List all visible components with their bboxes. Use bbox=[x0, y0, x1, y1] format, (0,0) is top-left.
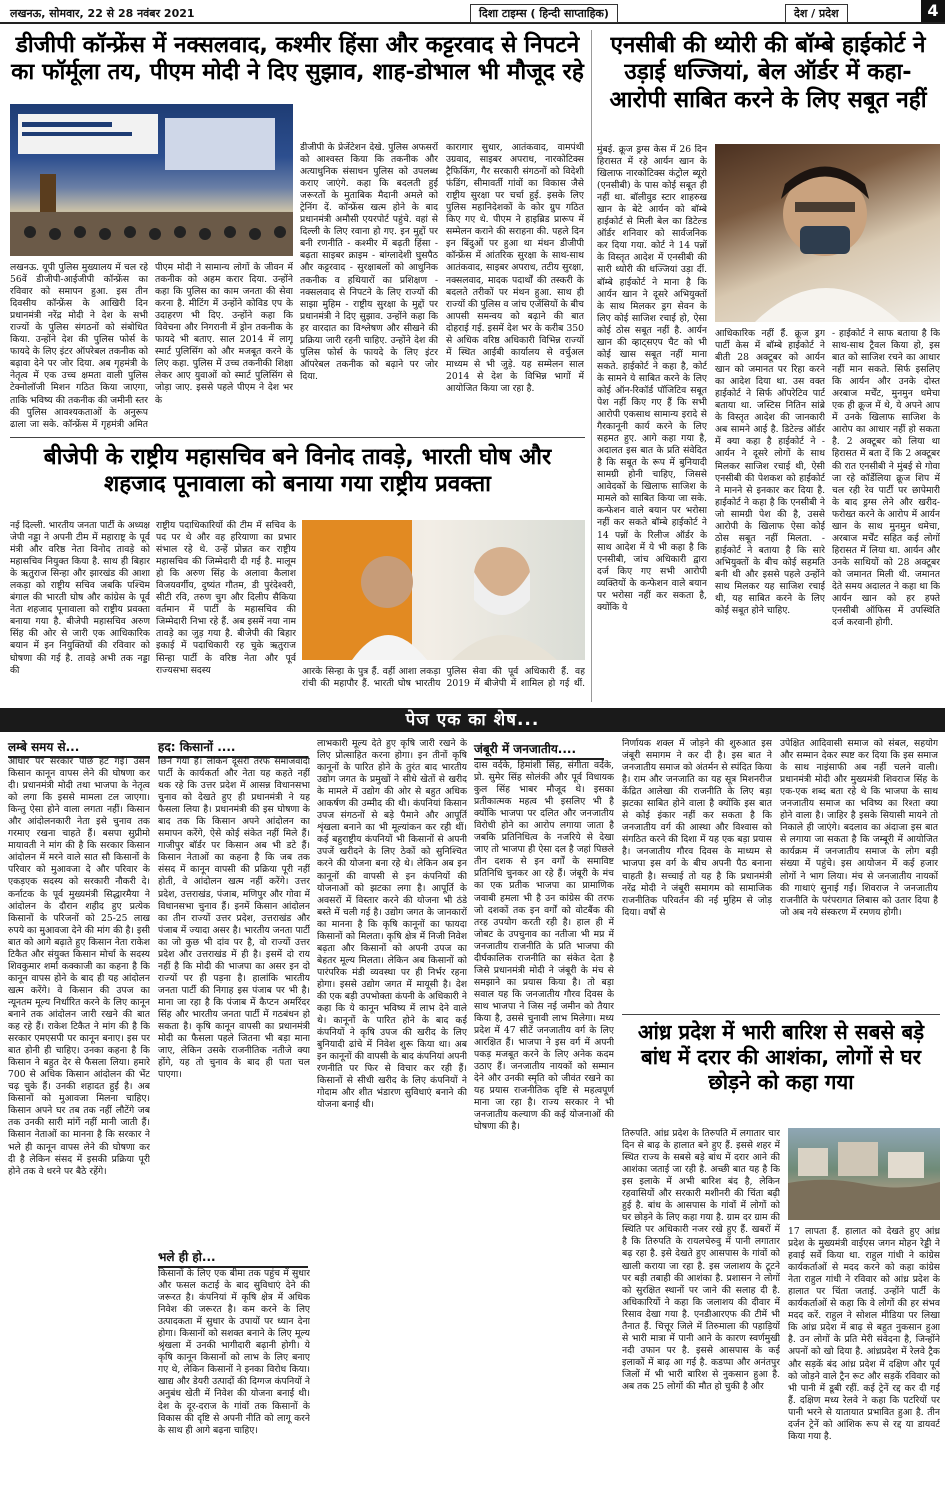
story4-col2: 17 लापता हैं. हालात को देखते हुए आंध्र प्रदेश के मुख्यमंत्री वाईएस जगन मोहन रेड्डी ने हवाई सर्वे किया था. राहुल गांधी ने कांग्रेस कार्यकर्ताओं से मदद करने को कहा कांग्रेस नेता राहुल गांधी ने रविवार को आंध्र प्रदेश के हालात पर चिंता जताई. उन्होंने पार्टी के कार्यकर्ताओं से कहा कि वे लोगों की हर संभव मदद करें. राहुल ने सोशल मीडिया पर लिखा कि आंध्र प्रदेश में बाढ़ से बहुत नुकसान हुआ है. उन लोगों के प्रति मेरी संवेदना है, जिन्होंने अपनों को खो दिया है. आंध्रप्रदेश में रेलवे ट्रैक और सड़कें बंद आंध्र प्रदेश में दक्षिण और पूर्व को जोड़ने वाले ट्रैन रूट और सड़कें रविवार को भी पानी में डूबी रहीं. कई ट्रेनें रद्द कर दी गई हैं. दक्षिण मध्य रेलवे ने कहा कि पटरियों पर पानी भरने से यातायात प्रभावित हुआ है. तीन दर्जन ट्रेनें को आंशिक रूप से रद्द या डायवर्ट किया गया है. bbox=[788, 1226, 940, 1442]
lower-col3: लाभकारी मूल्य देते हुए कृषि जारी रखने के लिए प्रोत्साहित करना होगा। इन तीनों कृषि कानूनों के पारित होने के तुरंत बाद भारतीय उद्योग जगत के प्रमुखों ने सीधे खेतों से खरीद के मामले में उद्योग की ओर से बहुत अधिक आकर्षण की उम्मीद की थी। कंपनियां किसान उपज संगठनों से बड़े पैमाने और आपूर्ति शृंखला बनाने का भी मूल्यांकन कर रही थीं। कई बहुराष्ट्रीय कंपनियों भी किसानों से अपनी उपजें खरीदने के लिए ठेकों को सुनिश्चित करने की योजना बना रहे थे। लेकिन अब इन कानूनों की वापसी से इन कंपनियों की योजनाओं को झटका लगा है। आपूर्ति के अवसरों में विस्तार करने की योजना भी ठंडे बस्ते में चली गई है। उद्योग जगत के जानकारों का मानना है कि कृषि कानूनों का फायदा किसानों को मिलता। कृषि क्षेत्र में निजी निवेश बढ़ता और किसानों को अपनी उपज का बेहतर मूल्य मिलता। लेकिन अब किसानों को पारंपरिक मंडी व्यवस्था पर ही निर्भर रहना होगा। इससे उद्योग जगत में मायूसी है। देश की एक बड़ी उपभोक्ता कंपनी के अधिकारी ने कहा कि ये कानून भविष्य में लाभ देने वाले थे। कानूनों के पारित होने के बाद कई कंपनियों ने कृषि उपज की खरीद के लिए बुनियादी ढांचे में निवेश शुरू किया था। अब इन कानूनों की वापसी के बाद कंपनियां अपनी रणनीति पर फिर से विचार कर रही हैं। किसानों से सीधी खरीद के लिए कंपनियों ने गोदाम और शीत भंडारण सुविधाएं बनाने की योजना बनाई थी। bbox=[317, 738, 467, 1111]
story2-col2: आधिकारिक नहीं हैं. क्रूज ड्रग पार्टी केस में बॉम्बे हाईकोर्ट ने बीती 28 अक्टूबर को आर्यन खान को जमानत पर रिहा करने का आदेश दिया था. उस वक्त हाईकोर्ट ने सिर्फ ऑपरेटिव पार्ट बताया था. जस्टिस नितिन सांब्रे के विस्तृत आदेश की जानकारी अब सामने आई है. डिटेल्ड ऑर्डर में क्या कहा है हाईकोर्ट ने - आर्यन ने दूसरे लोगों के साथ मिलकर साजिश रचाई थी, ऐसी एनसीबी की पेशकश को हाईकोर्ट ने मानने से इनकार कर दिया है. हाईकोर्ट ने कहा है कि एनसीबी ने जो सामग्री पेश की है, उससे आरोपी के खिलाफ ऐसा कोई ठोस सबूत नहीं मिलता. - हाईकोर्ट ने बताया है कि सारे अभियुक्तों के बीच कोई सहमति बनी थी और इससे पहले उन्होंने साथ मिलकर यह साजिश रचाई थी, यह साबित करने के लिए कोई सबूत होने चाहिए. bbox=[715, 328, 825, 617]
nadda-modi-photo bbox=[302, 520, 585, 660]
lower-col1: आधार पर सरकार पीछे हट गई। उसने किसान कानून वापस लेने की घोषणा कर दी। प्रधानमंत्री मोदी तथा भाजपा के नेतृत्व को लगा कि इससे मामला टल जाएगा। किन्तु ऐसा होने वाला लगता नहीं। किसान और आंदोलनकारी नेता इसे चुनाव तक गरमाए रखना चाहते हैं। बसपा सुप्रीमो मायावती ने मांग की है कि सरकार किसान आंदोलन में मरने वाले सात सौ किसानों के परिवार को मुआवजा दे और परिवार के एकड़एक सदस्य को सरकारी नौकरी दे। कर्नाटक के पूर्व मुख्यमंत्री सिद्धारमैया ने आंदोलन के दौरान शहीद हुए प्रत्येक किसानों के परिजनों को 25-25 लाख रुपये का मुआवजा देने की मांग की है। इसी बात को आगे बढ़ाते हुए किसान नेता राकेश टिकैत और संयुक्त किसान मोर्चा के सदस्य शिवकुमार शर्मा कक्काजी का कहना है कि कानून वापस होने के बाद ही यह आंदोलन खत्म करेंगे। वे किसान की उपज का न्यूनतम मूल्य निर्धारित करने के लिए कानून बनाने तक आंदोलन जारी रखने की बात कह रहे हैं। राकेश टिकैत ने मांग की है कि सरकार एमएसपी पर कानून बनाए। इस पर बात होनी ही चाहिए। उनका कहना है कि किसान ने बहुत देर से फैसला लिया। हमारे 700 से अधिक किसान आंदोलन की भेंट चढ़ चुके हैं। उनकी शहादत हुई है। अब किसानों को मुआवजा मिलना चाहिए। किसान अपने घर तब तक नहीं लौटेंगे जब तक उनकी सारी मांगें नहीं मानी जाती हैं। किसान नेताओं का मानना है कि सरकार ने भले ही कानून वापस लेने की घोषणा कर दी है लेकिन संसद में इसकी प्रक्रिया पूरी होने तक वे धरने पर बैठे रहेंगे। bbox=[8, 756, 150, 1177]
continuation-tag-4: जंबूरी में जनजातीय.... bbox=[474, 740, 604, 760]
continuation-tag-3: भले ही हो... bbox=[158, 1248, 308, 1268]
story4-divider bbox=[622, 1014, 940, 1015]
continued-from-page-one-banner: पेज एक का शेष... bbox=[0, 708, 945, 732]
story1-col2: पीएम मोदी ने सामान्य लोगों के जीवन में तकनीक को अहम करार दिया. उन्होंने कहा कि पुलिस का काम जनता की सेवा करना है. मीटिंग में उन्होंने कोविड एप के उदाहरण भी दिए. उन्होंने कहा कि विवेचना और निगरानी में ड्रोन तकनीक के फायदे भी बताए. साल 2014 में लागू स्मार्ट पुलिसिंग को और मजबूत करने के लिए कहा. पुलिस में उच्च तकनीकी शिक्षा लेकर आए युवाओं को स्मार्ट पुलिसिंग से जोड़ा जाए. इससे पहले पीएम ने देश भर के bbox=[155, 262, 293, 406]
story2-col3: - हाईकोर्ट ने साफ बताया है कि साथ-साथ ट्रैवल किया हो, इस बात को साजिश रचने का आधार नहीं मान सकते. सिर्फ इसलिए कि आर्यन और उनके दोस्त अरबाज मर्चेंट, मुनमुन धमेचा एक ही क्रूज में थे, ये अपने आप में उनके खिलाफ साजिश के आरोप का आधार नहीं हो सकता है. 2 अक्टूबर को लिया था हिरासत में बता दें कि 2 अक्टूबर की रात एनसीबी ने मुंबई से गोवा जा रहे कॉर्डेलिया क्रूज शिप में चल रही रेव पार्टी पर छापेमारी के बाद ड्रग्स लेने और खरीद-फरोख्त करने के आरोप में आर्यन खान के साथ मुनमुन धमेचा, अरबाज मर्चेंट सहित कई लोगों हिरासत में लिया था. आर्यन और उनके साथियों को 28 अक्टूबर को जमानत मिली थी. जमानत देते समय अदालत ने कहा था कि आर्यन खान को हर हफ्ते एनसीबी ऑफिस में उपस्थिति दर्ज करवानी होगी. bbox=[832, 328, 940, 629]
story1-col1: लखनऊ. यूपी पुलिस मुख्यालय में चल रहे 56वें डीजीपी-आईजीपी कॉन्फ्रेंस का रविवार को समापन हुआ. इस तीन दिवसीय कॉन्फ्रेंस के आखिरी दिन प्रधानमंत्री नरेंद्र मोदी ने देश के सभी राज्यों के पुलिस संगठनों को संबोधित किया. उन्होंने देश की पुलिस फोर्स के फायदे के लिए इंटर ऑपरेबल तकनीक को बढ़ावा देने पर जोर दिया. अब गृहमंत्री के नेतृत्व में एक उच्च क्षमता वाली पुलिस टेक्नोलॉजी मिशन गठित किया जाएगा, ताकि भविष्य की तकनीक की जमीनी स्तर की पुलिस आवश्यकताओं के अनुरूप ढाला जा सके. कॉन्फ्रेंस में गृहमंत्री अमित bbox=[10, 262, 148, 430]
story4-headline: आंध्र प्रदेश में भारी बारिश से सबसे बड़े बांध में दरार की आशंका, लोगों से घर छोड़ने को कहा गया bbox=[637, 1020, 925, 1094]
lower-col2: छिन गया है। लेकिन दूसरी तरफ समाजवादी पार्टी के कार्यकर्ता और नेता यह कहते नहीं थक रहे कि उत्तर प्रदेश में आसन्न विधानसभा चुनाव को देखते हुए ही प्रधानमंत्री ने यह फैसला लिया है। प्रधानमंत्री की इस घोषणा के बाद तक कि किसान अपने आंदोलन का समापन करेंगे, ऐसे कोई संकेत नहीं मिले हैं। गाजीपुर बॉर्डर पर किसान अब भी डटे हैं। किसान नेताओं का कहना है कि जब तक संसद में कानून वापसी की प्रक्रिया पूरी नहीं होती, वे आंदोलन खत्म नहीं करेंगे। उत्तर प्रदेश, उत्तराखंड, पंजाब, मणिपुर और गोवा में विधानसभा चुनाव हैं। इनमें किसान आंदोलन का तीन राज्यों उत्तर प्रदेश, उत्तराखंड और पंजाब में ज्यादा असर है। भारतीय जनता पार्टी का जो कुछ भी दांव पर है, वो राज्यों उत्तर प्रदेश और उत्तराखंड में ही है। इसमें दो राय नहीं है कि मोदी की भाजपा का असर इन दो राज्यों पर ही पड़ना है। हालांकि भारतीय जनता पार्टी की निगाह इस पंजाब पर भी है। माना जा रहा है कि पंजाब में कैप्टन अमरिंदर सिंह और भारतीय जनता पार्टी में गठबंधन हो सकता है। कृषि कानून वापसी का प्रधानमंत्री मोदी का फैसला पहले जितना भी बड़ा माना जाए, लेकिन उसके राजनीतिक नतीजे क्या होंगे, यह तो चुनाव के बाद ही पता चल पाएगा। bbox=[158, 756, 310, 1081]
continuation-tag-1: लम्बे समय से... bbox=[8, 738, 150, 758]
masthead bbox=[0, 0, 945, 24]
story3-col1: नई दिल्ली. भारतीय जनता पार्टी के अध्यक्ष जेपी नड्डा ने अपनी टीम में महाराष्ट्र के पूर्व मंत्री और वरिष्ठ नेता विनोद तावड़े को महासचिव नियुक्त किया है. साथ ही बिहार के ऋतुराज सिन्हा और झारखंड की आशा लकड़ा को राष्ट्रीय सचिव जबकि पश्चिम बंगाल की भारती घोष और कांग्रेस के पूर्व नेता शहजाद पूनावाला को राष्ट्रीय प्रवक्ता बनाया गया है. बीजेपी महासचिव अरुण सिंह की ओर से जारी एक आधिकारिक बयान में इन नियुक्तियों की रविवार को घोषणा की गई है. तावड़े अभी तक नड्डा की bbox=[10, 520, 150, 676]
lower-col5: निर्णायक शक्ल में जोड़ने की शुरुआत इस जंबूरी समागम ने कर दी है। इस बात ने जनजातीय समाज को अंतर्मन से स्पंदित किया है। राम और जनजाति का यह सूत्र मिशनरीज केंद्रित आलेखा की राजनीति के लिए बड़ा झटका साबित होने वाला है क्योंकि इस बात से कोई इंकार नहीं कर सकता है कि जनजातीय वर्ग की आस्था और विश्वास को संगठित करने की दिशा में यह एक बड़ा प्रयास है। जनजातीय गौरव दिवस के माध्यम से भाजपा इस वर्ग के बीच अपनी पैठ बनाना चाहती है। सच्चाई तो यह है कि प्रधानमंत्री नरेंद्र मोदी ने जंबूरी समागम को सामाजिक राजनीतिक परिवर्तन की नई मुहिम से जोड़ दिया। वर्षों से bbox=[622, 738, 772, 918]
story1-headline: डीजीपी कॉन्फ्रेंस में नक्सलवाद, कश्मीर हिंसा और कट्टरवाद से निपटने का फॉर्मूला तय, पीएम मोदी ने दिए सुझाव, शाह-डोभाल भी मौजूद रहे bbox=[11, 32, 584, 86]
person-portrait-image bbox=[715, 144, 940, 322]
paper-name: दिशा टाइम्स ( हिन्दी साप्ताहिक) bbox=[470, 4, 618, 23]
column-divider bbox=[591, 30, 592, 702]
flood-photo bbox=[788, 1128, 940, 1220]
page-number: 4 bbox=[921, 0, 945, 22]
issue-date: लखनऊ, सोमवार, 22 से 28 नवंबर 2021 bbox=[10, 7, 195, 20]
conference-photo bbox=[10, 104, 293, 256]
story4-col1: तिरुपति. आंध्र प्रदेश के तिरुपति में लगातार चार दिन से बाढ़ के हालात बने हुए हैं. इससे शहर में स्थित राज्य के सबसे बड़े बांध में दरार आने की आशंका जताई जा रही है. अच्छी बात यह है कि इस इलाके में अभी बारिश बंद है, लेकिन रहवासियों और सरकारी मशीनरी की चिंता बढ़ी हुई है. बांध के आसपास के गांवों में लोगों को घर छोड़ने के लिए कहा गया है. ग्राम दर ग्राम की स्थिति पर अधिकारी नजर रखे हुए हैं. खबरों में है कि तिरुपति के रायलचेरुवु में पानी लगातार बढ़ रहा है. इसे देखते हुए आसपास के गांवों को खाली कराया जा रहा है. इस जलाशय के टूटने पर बड़ी तबाही की आशंका है. प्रशासन ने लोगों को सुरक्षित स्थानों पर जाने की सलाह दी है. अधिकारियों ने कहा कि जलाशय की दीवार में रिसाव देखा गया है. एनडीआरएफ की टीमें भी तैनात हैं. चित्तूर जिले में तिरुमाला की पहाड़ियों से भारी मात्रा में पानी आने के कारण स्वर्णमुखी नदी उफान पर है. इससे आसपास के कई इलाकों में बाढ़ आ गई है. कडप्पा और अनंतपुर जिलों में भी भारी बारिश से नुकसान हुआ है. अब तक 25 लोगों की मौत हो चुकी है और bbox=[622, 1128, 780, 1392]
story2-col1: मुंबई. क्रूज ड्रग्स केस में 26 दिन हिरासत में रहे आर्यन खान के खिलाफ नारकोटिक्स कंट्रोल ब्यूरो (एनसीबी) के पास कोई सबूत ही नहीं था. बॉलीवुड स्टार शाहरुख खान के बेटे आर्यन को बॉम्बे हाईकोर्ट से मिली बेल का डिटेल्ड ऑर्डर शनिवार को सार्वजनिक कर दिया गया. कोर्ट ने 14 पन्नों के विस्तृत आदेश में एनसीबी की सारी थ्योरी की धज्जियां उड़ा दीं. बॉम्बे हाईकोर्ट ने माना है कि आर्यन खान ने दूसरे अभियुक्तों के साथ मिलकर ड्रग सेवन के लिए कोई साजिश रचाई हो, ऐसा कोई ठोस सबूत नहीं है. आर्यन खान की व्हाट्सएप चैट को भी कोई खास सबूत नहीं माना सकते. हाईकोर्ट ने कहा है, कोर्ट के सामने ये साबित करने के लिए कोई ऑन-रिकॉर्ड पॉजिटिव सबूत पेश नहीं किए गए हैं कि सभी आरोपी एकसाथ सामान्य इरादे से गैरकानूनी कार्य करने के लिए सहमत हुए. आगे कहा गया है, अदालत इस बात के प्रति संवेदित है कि सबूत के रूप में बुनियादी सामग्री होनी चाहिए, जिससे आवेदकों के खिलाफ साजिश के मामले को साबित किया जा सके. कन्फेशन वाले बयान पर भरोसा नहीं कर सकते बॉम्बे हाईकोर्ट ने 14 पन्नों के रिलीज ऑर्डर के साथ आदेश में ये भी कहा है कि एनसीबी, जांच अधिकारी द्वारा दर्ज किए गए सभी आरोपी व्यक्तियों के कन्फेशन वाले बयान पर भरोसा नहीं कर सकता है, क्योंकि ये bbox=[597, 144, 707, 613]
story-divider bbox=[10, 437, 585, 438]
continuation-tag-2: हद: किसानों .... bbox=[158, 738, 308, 758]
story3-headline: बीजेपी के राष्ट्रीय महासचिव बने विनोद तावड़े, भारती घोष और शहजाद पूनावाला को बनाया गया राष्ट्रीय प्रवक्ता bbox=[43, 444, 552, 498]
aryan-khan-photo bbox=[715, 144, 940, 322]
leaders-image bbox=[302, 520, 585, 660]
conference-hall-image bbox=[10, 104, 293, 256]
story1-col4: कारागार सुधार, आतंकवाद, वामपंथी उग्रवाद, साइबर अपराध, नारकोटिक्स ट्रैफिकिंग, गैर सरकारी संगठनों को विदेशी फंडिंग, सीमावर्ती गांवों का विकास जैसे राष्ट्रीय सुरक्षा पर चर्चा हुई. इसके लिए पुलिस महानिदेशकों के कोर ग्रुप गठित किए गए थे. पीएम ने हाइब्रिड प्रारूप में सम्मेलन कराने की सराहना की. पहले दिन इन बिंदुओं पर हुआ था मंथन डीजीपी कॉन्फ्रेंस में आंतरिक सुरक्षा के साथ-साथ आतंकवाद, साइबर अपराध, तटीय सुरक्षा, नक्सलवाद, मादक पदार्थों की तस्करी के बदलते तरीकों पर मंथन हुआ. साथ ही राज्यों की पुलिस व जांच एजेंसियों के बीच आपसी समन्वय को बढ़ाने की बात दोहराई गई. इसमें देश भर के करीब 350 से अधिक वरिष्ठ अधिकारी विभिन्न राज्यों में स्थित आईबी कार्यालय से वर्चुअल माध्यम से भी जुड़े. यह सम्मेलन साल 2014 से देश के विभिन्न भागों में आयोजित किया जा रहा है. bbox=[446, 142, 584, 394]
story3-col3: आरके सिन्हा के पुत्र हैं. वहीं आशा लकड़ा रांची की महापौर हैं. भारती घोष भारतीय पुलिस सेवा की पूर्व अधिकारी हैं. वह 2019 में बीजेपी में शामिल हो गई थीं. bbox=[302, 666, 585, 690]
story1-col3: डीजीपी के प्रेजेंटेशन देखे. पुलिस अफसरों को आश्वस्त किया कि तकनीक और अत्याधुनिक संसाधन पुलिस को उपलब्ध कराए जाएंगे. कहा कि बदलती हुई जरूरतों के मुताबिक मैदानी अमले को ट्रेनिंग दें. कॉन्फ्रेंस खत्म होने के बाद प्रधानमंत्री अमौसी एयरपोर्ट पहुंचे. वहां से दिल्ली के लिए रवाना हो गए. इन मुद्दों पर बनी रणनीति - कश्मीर में बढ़ती हिंसा - बढ़ता साइबर क्राइम - बांग्लादेशी घुसपैठ और कट्टरवाद - सुरक्षाबलों को आधुनिक तकनीक व हथियारों का प्रशिक्षण - नक्सलवाद से निपटने के लिए राज्यों की साझा मुहिम - राष्ट्रीय सुरक्षा के मुद्दों पर प्रधानमंत्री ने दिए सुझाव. उन्होंने कहा कि हर वारदात का विश्लेषण और सीखने की प्रक्रिया जारी रहनी चाहिए. उन्होंने देश की पुलिस फोर्स के फायदे के लिए इंटर ऑपरेबल तकनीक को बढ़ाने पर जोर दिया. bbox=[300, 142, 438, 382]
section-label: देश / प्रदेश bbox=[785, 4, 848, 23]
flood-waters-image bbox=[788, 1128, 940, 1220]
lower-col2b: किसानों के लिए एक बीमा तक पहुंच में सुधार और फसल कटाई के बाद सुविधाएं देने की जरूरत है। कंपनियां में कृषि क्षेत्र में अधिक निवेश की जरूरत है। कम करने के लिए उत्पादकता में सुधार के उपायों पर ध्यान देना होगा। किसानों को सशक्त बनाने के लिए मूल्य श्रृंखला में उनकी भागीदारी बढ़ानी होगी। ये कृषि कानून किसानों को लाभ के लिए बनाए गए थे, लेकिन किसानों ने इनका विरोध किया। खाद्य और डेयरी उत्पादों की दिग्गज कंपनियों ने अनुबंध खेती में निवेश की योजना बनाई थी। देश के दूर-दराज के गांवों तक किसानों के विकास की दृष्टि से अपनी नीति को लागू करने के साथ ही आगे बढ़ना चाहिए। bbox=[158, 1268, 310, 1436]
lower-col4: दास वर्दके, हिमांशी सिंह, संगीता वर्दके, प्रो. सुमेर सिंह सोलंकी और पूर्व विधायक कुल सिंह भाबर मौजूद थे। इसका प्रतीकात्मक महत्व भी इसलिए भी है क्योंकि भाजपा पर दलित और जनजातीय विरोधी होने का आरोप लगाया जाता है जबकि प्रतिनिधित्व के नजरिये से देखा जाए तो भाजपा ही ऐसा दल है जहां पिछले तीन दशक से इन वर्गों के समाविष्ट प्रतिनिधि चुनकर आ रहे हैं। जंबूरी के मंच का एक प्रतीक भाजपा का प्रामाणिक जवाबी हमला भी है उन कांग्रेस की तरफ जो दशकों तक इन वर्गों को वोटबैंक की तरह उपयोग करती रही है। हाल ही में जोबट के उपचुनाव का नतीजा भी मप्र में जनजातीय राजनीति के प्रति भाजपा की दीर्घकालिक राजनीति का संकेत देता है जिसे प्रधानमंत्री मोदी ने जंबूरी के मंच से समझाने का प्रयास किया है। तो बड़ा सवाल यह कि जनजातीय गौरव दिवस के साथ भाजपा ने जिस नई जमीन को तैयार किया है, उससे चुनावी लाभ मिलेगा। मध्य प्रदेश में 47 सीटें जनजातीय वर्ग के लिए आरक्षित हैं। भाजपा ने इस वर्ग में अपनी पकड़ मजबूत करने के लिए अनेक कदम उठाए हैं। जनजातीय नायकों को सम्मान देने और उनकी स्मृति को जीवंत रखने का यह प्रयास राजनीतिक दृष्टि से महत्वपूर्ण माना जा रहा है। राज्य सरकार ने भी जनजातीय कल्याण की कई योजनाओं की घोषणा की है। bbox=[474, 760, 614, 1133]
story3-col2: राष्ट्रीय पदाधिकारियों की टीम में सचिव के पद पर थे और वह हरियाणा का प्रभार संभाल रहे थे. उन्हें प्रोन्नत कर राष्ट्रीय महासचिव की जिम्मेदारी दी गई है. मालूम हो कि अरुण सिंह के अलावा कैलाश विजयवर्गीय, दुष्यंत गौतम, डी पुरंदेश्वरी, सीटी रवि, तरुण चुग और दिलीप सैकिया वर्तमान में पार्टी के महासचिव की जिम्मेदारी निभा रहे हैं. अब इसमें नया नाम तावड़े का जुड़ गया है. बीजेपी की बिहार इकाई में पदाधिकारी रह चुके ऋतुराज सिन्हा पार्टी के वरिष्ठ नेता और पूर्व राज्यसभा सदस्य bbox=[156, 520, 296, 676]
story2-headline: एनसीबी की थ्योरी की बॉम्बे हाईकोर्ट ने उड़ाई धज्जियां, बेल ऑर्डर में कहा-आरोपी साबित करने के लिए सबूत नहीं bbox=[609, 32, 927, 113]
lower-col6: उपेक्षित आदिवासी समाज को संबल, सहयोग और सम्मान देकर स्पष्ट कर दिया कि इस समाज के साथ नाइंसाफी अब नहीं चलने वाली। प्रधानमंत्री मोदी और मुख्यमंत्री शिवराज सिंह के एक-एक शब्द बता रहे थे कि भाजपा के साथ जनजातीय समाज का भविष्य का रिश्ता क्या होने वाला है। जाहिर है इसके सियासी मायने तो निकाले ही जाएंगे। बदलाव का अंदाजा इस बात से लगाया जा सकता है कि जम्बूरी में आयोजित कार्यक्रम में जनजातीय समाज के लोग बड़ी संख्या में पहुंचे। इस आयोजन में कई हजार लोगों ने भाग लिया। मंच से जनजातीय नायकों की गाथाएं सुनाई गईं। शिवराज ने जनजातीय राजनीति के परंपरागत लिबास को उतार दिया है जो अब नये संस्करण में रमणय होगी। bbox=[780, 738, 938, 918]
